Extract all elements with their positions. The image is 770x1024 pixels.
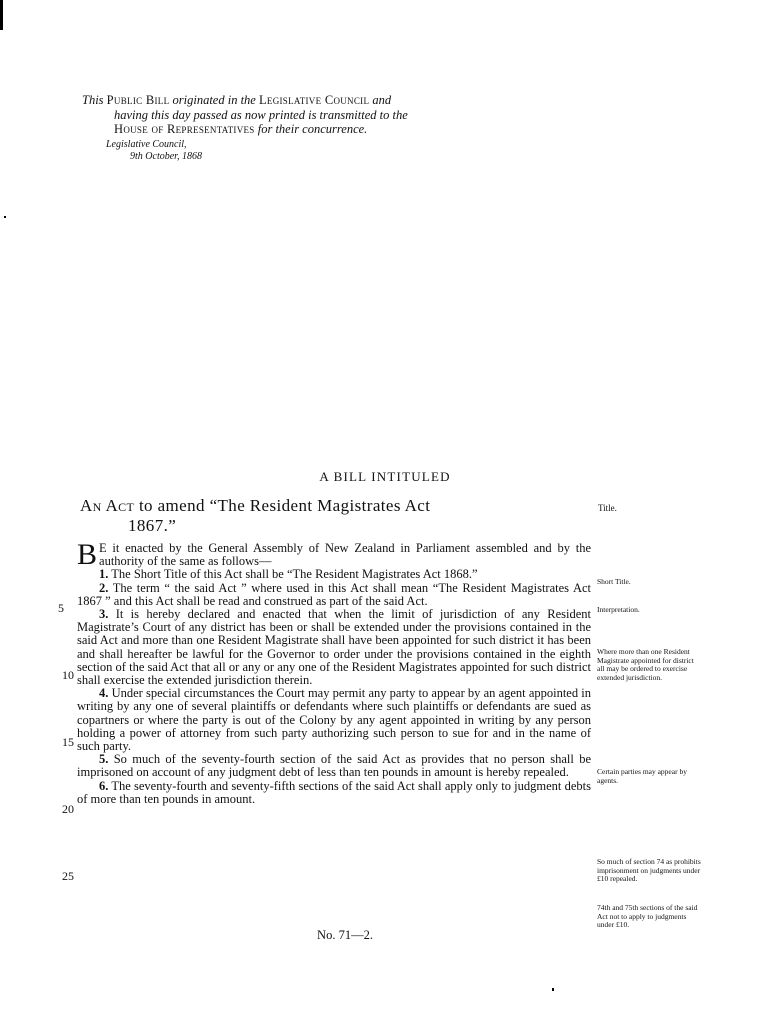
public-bill-label: Public Bill — [106, 93, 170, 107]
section-1: 1. The Short Title of this Act shall be “The Resident Magistrates Act 1868.” — [99, 567, 478, 582]
section-6: 6. The seventy-fourth and seventy-fifth sections of the said Act shall apply only to judgment debts of more than ten pounds in amount. — [77, 778, 591, 806]
act-title-rest: to amend “The Resident Magistrates Act — [138, 496, 431, 515]
margin-note-sections-74-75: 74th and 75th sections of the said Act not to apply to judgments under £10. — [597, 903, 698, 930]
section-5: 5. So much of the seventy-fourth section of the said Act as provides that no person shall be imprisoned on account of any judgment debt of less than ten pounds in amount is hereby repealed. — [77, 752, 591, 780]
line-number-25: 25 — [62, 869, 74, 883]
act-title-line-1 — [80, 496, 600, 516]
section-2: 2. The term “ the said Act ” where used in this Act shall mean “The Resident Magistrates Act 1867 ” and this Act shall be read and construed as part of the said Act. — [77, 580, 591, 608]
council-signature-block — [106, 139, 202, 163]
act-title-year: 1867.” — [128, 516, 177, 535]
transmittal-line-2: having this day passed as now printed is transmitted to the — [114, 107, 408, 122]
section-number: 3. — [99, 607, 109, 622]
scan-edge-mark — [0, 0, 3, 30]
section-4: 4. Under special circumstances the Court may permit any party to appear by an agent appointed in writing by any one of several plaintiffs or defendants where such plaintiffs or defendants are sued as copartners or where the party is out of the Colony by any agent appointed in writing by any person holding a power of attorney from such party authorizing such person to sue for and in the name of such party. — [77, 686, 592, 754]
line-number-20: 20 — [62, 802, 74, 816]
transmittal-line-3: House of Representatives for their concurrence. — [114, 122, 368, 136]
margin-title-label: Title. — [598, 503, 617, 513]
bill-intituled-heading: A BILL INTITULED — [319, 469, 451, 484]
section-number: 2. — [99, 580, 109, 595]
drop-cap: B — [77, 538, 98, 571]
line-number-15: 15 — [62, 735, 74, 749]
council-name: Legislative Council, — [106, 139, 187, 150]
act-title — [80, 496, 600, 536]
scan-speck — [4, 216, 6, 218]
transmittal-note — [82, 93, 594, 137]
act-title-an-act: An Act — [80, 496, 135, 515]
margin-note-interpretation: Interpretation. — [597, 605, 640, 614]
bill-body — [77, 538, 592, 806]
line-number-10: 10 — [62, 668, 74, 682]
margin-note-agents: Certain parties may appear by agents. — [597, 767, 687, 785]
section-number: 6. — [99, 778, 109, 793]
transmittal-line-1: This Public Bill originated in the Legislative Council and — [82, 93, 392, 107]
section-number: 1. — [99, 567, 109, 582]
legislative-council-label: Legislative Council — [258, 93, 370, 107]
bill-number-footer: No. 71—2. — [317, 928, 373, 942]
section-number: 4. — [99, 686, 109, 701]
margin-note-short-title: Short Title. — [597, 577, 631, 586]
house-of-representatives-label: House of Representatives — [114, 122, 255, 136]
enacting-clause: B E it enacted by the General Assembly of New Zealand in Parliament assembled and by the authority of the same as follows— — [77, 538, 591, 571]
scan-speck — [552, 988, 554, 991]
council-date: 9th October, 1868 — [130, 151, 202, 162]
margin-note-imprisonment: So much of section 74 as prohibits imprisonment on judgments under £10 repealed. — [597, 857, 701, 884]
section-number: 5. — [99, 752, 109, 767]
section-3: 3. It is hereby declared and enacted that when the limit of jurisdiction of any Resident Magistrate’s Court of any district has been or shall be extended under the provisions contained in the said Act and more than one Resident Magistrate shall have been appointed for such district it has been and shall hereafter be lawful for the Governor to order under the provisions contained in the eighth section of the said Act that all or any or any one of the Resident Magistrates appointed for such district shall exercise the extended jurisdiction therein. — [77, 607, 591, 688]
margin-note-resident-magistrates: Where more than one Resident Magistrate appointed for district all may be ordered to exercise extended jurisdiction. — [597, 647, 694, 682]
line-number-5: 5 — [58, 601, 64, 615]
